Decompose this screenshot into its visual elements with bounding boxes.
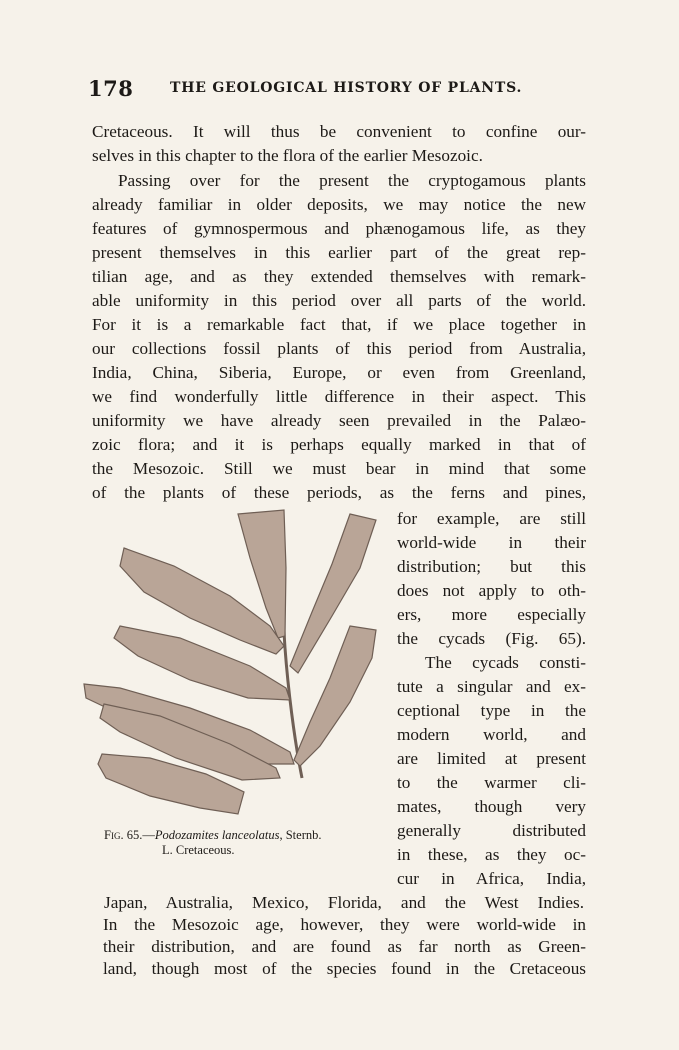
text-line: for example, are still (397, 509, 586, 528)
text-line: Japan, Australia, Mexico, Florida, and the West Indies. (104, 893, 584, 912)
page-number: 178 (88, 76, 134, 101)
running-title: THE GEOLOGICAL HISTORY OF PLANTS. (170, 80, 523, 96)
fossil-leaf-illustration (80, 508, 380, 828)
text-line: uniformity we have already seen prevailed in the Palæo- (92, 411, 586, 430)
text-line: cur in Africa, India, (397, 869, 586, 888)
text-line: present themselves in this earlier part of the great rep- (92, 243, 586, 262)
text-line: in these, as they oc- (397, 845, 586, 864)
text-line: land, though most of the species found in the Cretaceous (103, 959, 586, 978)
text-line: Passing over for the present the cryptogamous plants (118, 171, 586, 190)
text-line: distribution; but this (397, 557, 586, 576)
text-line: In the Mesozoic age, however, they were world-wide in (103, 915, 586, 934)
caption-line-1 (104, 828, 380, 843)
text-line: their distribution, and are found as far north as Green- (103, 937, 586, 956)
leaflets (84, 510, 376, 814)
text-line: are limited at present (397, 749, 586, 768)
text-line: modern world, and (397, 725, 586, 744)
page-header (88, 76, 588, 102)
caption-author: , Sternb. (279, 828, 322, 842)
text-line: the Mesozoic. Still we must bear in mind that some (92, 459, 586, 478)
text-line: world-wide in their (397, 533, 586, 552)
text-line: For it is a remarkable fact that, if we place together in (92, 315, 586, 334)
text-line: already familiar in older deposits, we may notice the new (92, 195, 586, 214)
text-line: The cycads consti- (425, 653, 586, 672)
text-line: our collections fossil plants of this period from Australia, (92, 339, 586, 358)
podozamites-leaf-drawing (80, 508, 380, 828)
text-line: mates, though very (397, 797, 586, 816)
text-line: Cretaceous. It will thus be convenient to confine our- (92, 122, 586, 141)
text-line: the cycads (Fig. 65). (397, 629, 586, 648)
text-line: zoic flora; and it is perhaps equally marked in that of (92, 435, 586, 454)
caption-label: Fig. 65.— (104, 828, 155, 842)
text-line: does not apply to oth- (397, 581, 586, 600)
text-line: of the plants of these periods, as the ferns and pines, (92, 483, 586, 502)
text-line: generally distributed (397, 821, 586, 840)
text-line: tute a singular and ex- (397, 677, 586, 696)
text-line: to the warmer cli- (397, 773, 586, 792)
figure-caption (104, 828, 380, 858)
text-line: able uniformity in this period over all parts of the world. (92, 291, 586, 310)
text-line: India, China, Siberia, Europe, or even from Greenland, (92, 363, 586, 382)
text-line: ers, more especially (397, 605, 586, 624)
caption-species: Podozamites lanceolatus (154, 828, 280, 842)
text-line: features of gymnospermous and phænogamous life, as they (92, 219, 586, 238)
text-line: tilian age, and as they extended themselves with remark- (92, 267, 586, 286)
text-line: we find wonderfully little difference in their aspect. This (92, 387, 586, 406)
text-line: selves in this chapter to the flora of the earlier Mesozoic. (92, 146, 483, 165)
text-line: ceptional type in the (397, 701, 586, 720)
caption-line-2: L. Cretaceous. (162, 843, 235, 857)
